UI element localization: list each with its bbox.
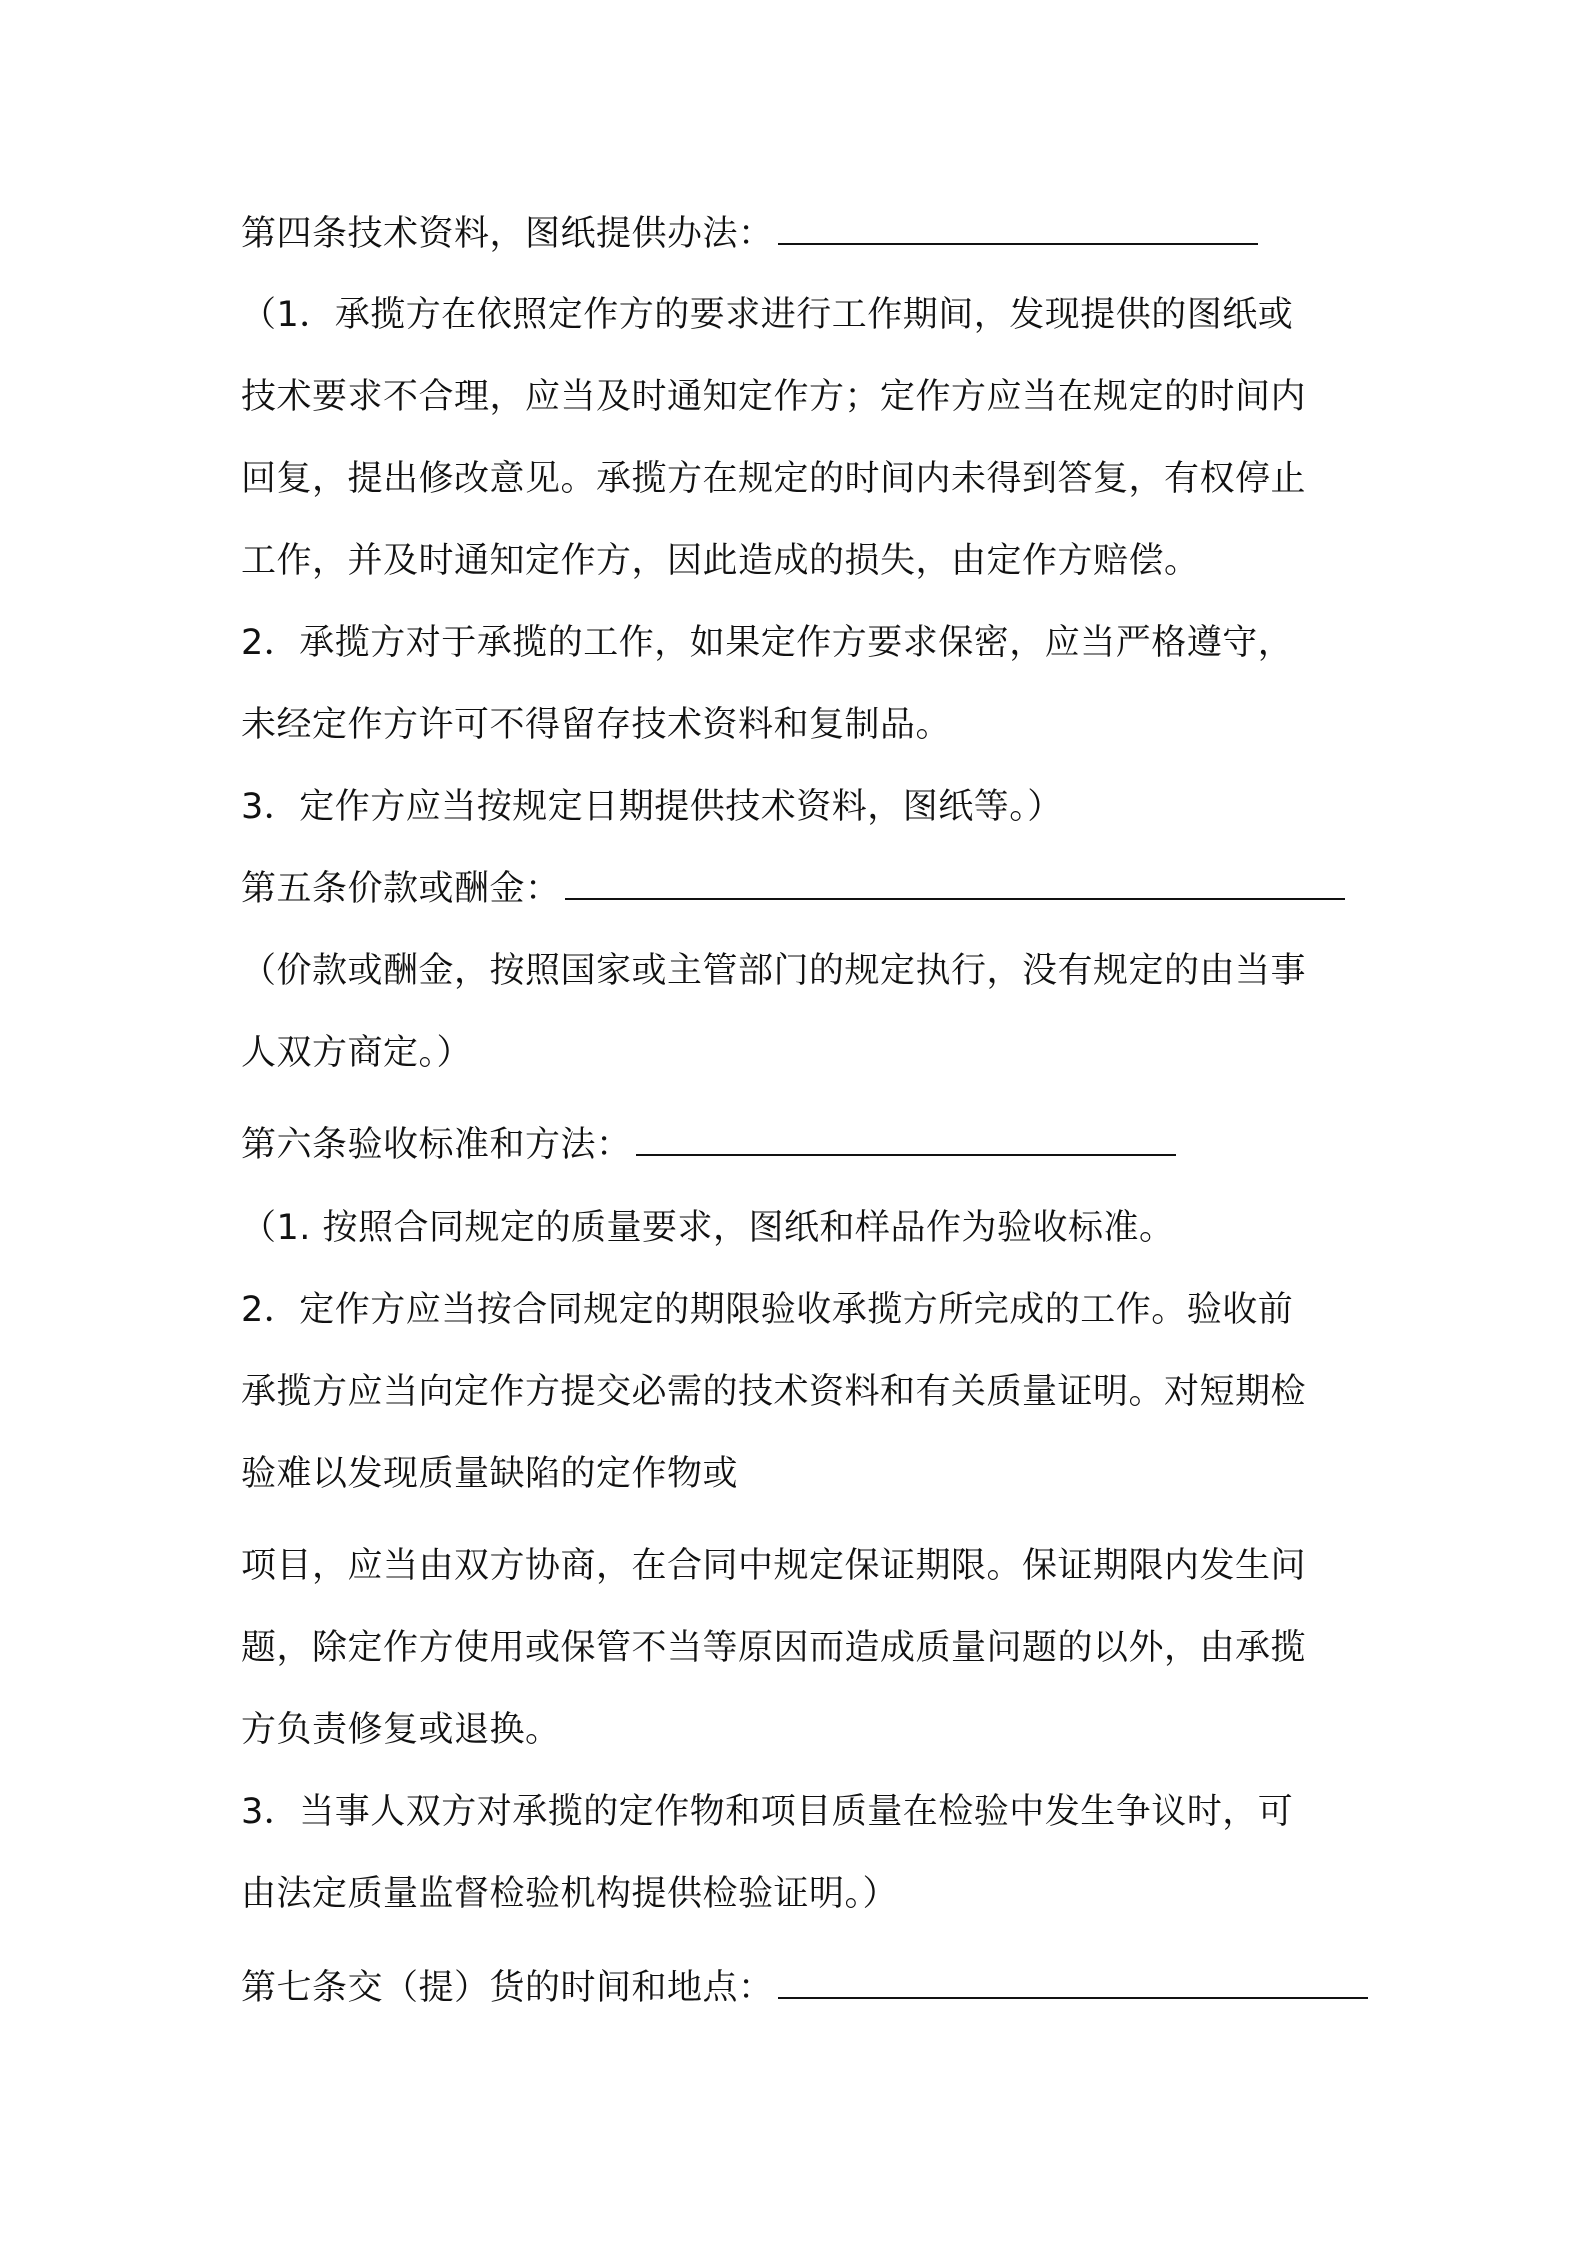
paragraph-line bbox=[241, 1444, 1361, 1504]
line-text: 回复，提出修改意见。承揽方在规定的时间内未得到答复，有权停止 bbox=[241, 459, 1307, 499]
paragraph-line bbox=[241, 777, 1361, 837]
paragraph-line bbox=[241, 1618, 1361, 1678]
paragraph-line bbox=[241, 285, 1361, 345]
paragraph-line bbox=[241, 613, 1361, 673]
line-text: 第六条验收标准和方法： bbox=[241, 1125, 632, 1165]
line-text: 第四条技术资料，图纸提供办法： bbox=[241, 214, 774, 254]
line-text: 项目，应当由双方协商，在合同中规定保证期限。保证期限内发生问 bbox=[241, 1546, 1307, 1586]
article-7-heading bbox=[241, 1958, 1361, 2018]
paragraph-line bbox=[241, 1864, 1361, 1924]
paragraph-line bbox=[241, 941, 1361, 1001]
line-text: 技术要求不合理，应当及时通知定作方；定作方应当在规定的时间内 bbox=[241, 377, 1307, 417]
fill-in-blank[interactable] bbox=[636, 1124, 1176, 1156]
paragraph-line bbox=[241, 531, 1361, 591]
line-text: 3．当事人双方对承揽的定作物和项目质量在检验中发生争议时，可 bbox=[241, 1792, 1294, 1832]
paragraph-line bbox=[241, 367, 1361, 427]
line-text: （1. 按照合同规定的质量要求，图纸和样品作为验收标准。 bbox=[241, 1208, 1175, 1248]
line-text: 验难以发现质量缺陷的定作物或 bbox=[241, 1454, 739, 1494]
line-text: （1．承揽方在依照定作方的要求进行工作期间，发现提供的图纸或 bbox=[241, 295, 1294, 335]
line-text: 人双方商定。） bbox=[241, 1033, 473, 1073]
line-text: 方负责修复或退换。 bbox=[241, 1710, 561, 1750]
line-text: 题，除定作方使用或保管不当等原因而造成质量问题的以外，由承揽 bbox=[241, 1628, 1307, 1668]
fill-in-blank[interactable] bbox=[778, 1967, 1368, 1999]
line-text: 工作，并及时通知定作方，因此造成的损失，由定作方赔偿。 bbox=[241, 541, 1200, 581]
article-4-heading bbox=[241, 204, 1361, 264]
line-text: 第五条价款或酬金： bbox=[241, 869, 561, 909]
fill-in-blank[interactable] bbox=[778, 213, 1258, 245]
line-text: 2．承揽方对于承揽的工作，如果定作方要求保密，应当严格遵守， bbox=[241, 623, 1294, 663]
article-6-heading bbox=[241, 1115, 1361, 1175]
paragraph-line bbox=[241, 695, 1361, 755]
line-text: 3．定作方应当按规定日期提供技术资料，图纸等。） bbox=[241, 787, 1063, 827]
line-text: （价款或酬金，按照国家或主管部门的规定执行，没有规定的由当事 bbox=[241, 951, 1307, 991]
paragraph-line bbox=[241, 1782, 1361, 1842]
paragraph-line bbox=[241, 1198, 1361, 1258]
line-text: 2．定作方应当按合同规定的期限验收承揽方所完成的工作。验收前 bbox=[241, 1290, 1294, 1330]
line-text: 未经定作方许可不得留存技术资料和复制品。 bbox=[241, 705, 952, 745]
fill-in-blank[interactable] bbox=[565, 868, 1345, 900]
paragraph-line bbox=[241, 449, 1361, 509]
article-5-heading bbox=[241, 859, 1361, 919]
paragraph-line bbox=[241, 1536, 1361, 1596]
line-text: 由法定质量监督检验机构提供检验证明。） bbox=[241, 1874, 899, 1914]
paragraph-line bbox=[241, 1362, 1361, 1422]
line-text: 第七条交（提）货的时间和地点： bbox=[241, 1968, 774, 2008]
paragraph-line bbox=[241, 1700, 1361, 1760]
line-text: 承揽方应当向定作方提交必需的技术资料和有关质量证明。对短期检 bbox=[241, 1372, 1307, 1412]
paragraph-line bbox=[241, 1280, 1361, 1340]
paragraph-line bbox=[241, 1023, 1361, 1083]
